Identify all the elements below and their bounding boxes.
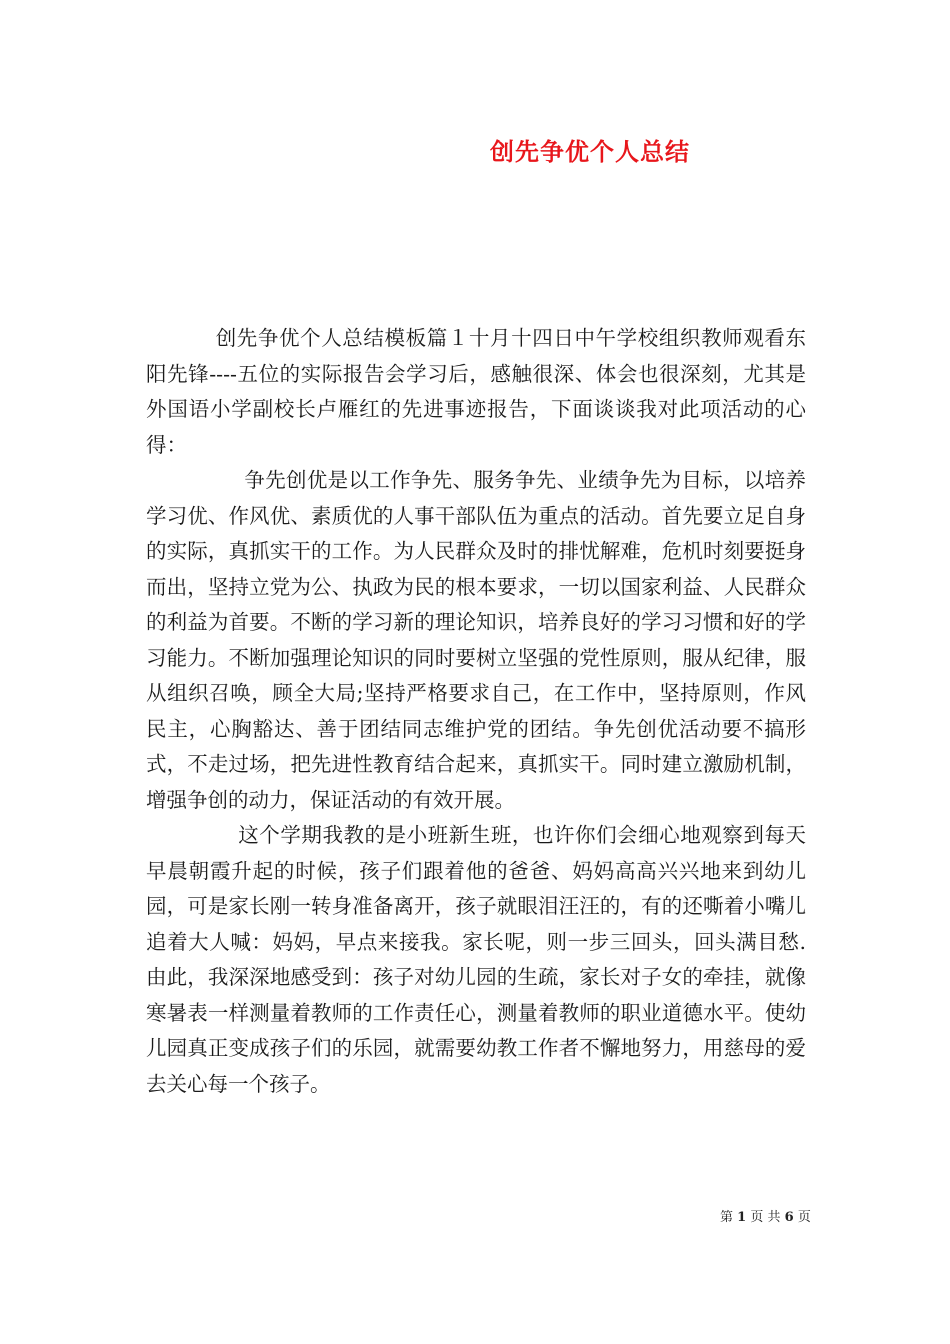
paragraph-2: 争先创优是以工作争先、服务争先、业绩争先为目标，以培养学习优、作风优、素质优的人事干部队伍为重点的活动。首先要立足自身的实际，真抓实干的工作。为人民群众及时的排忧解难，危机时刻要挺身而出，坚持立党为公、执政为民的根本要求，一切以国家利益、人民群众的利益为首要。不断的学习新的理论知识，培养良好的学习习惯和好的学习能力。不断加强理论知识的同时要树立坚强的党性原则，服从纪律，服从组织召唤，顾全大局;坚持严格要求自己，在工作中，坚持原则，作风民主，心胸豁达、善于团结同志维护党的团结。争先创优活动要不搞形式，不走过场，把先进性教育结合起来，真抓实干。同时建立激励机制，增强争创的动力，保证活动的有效开展。 xyxy=(146,468,806,812)
footer-prefix: 第 xyxy=(720,1210,734,1225)
document-title-text: 创先争优个人总结 xyxy=(490,137,690,166)
document-title xyxy=(0,132,950,167)
document-body xyxy=(146,321,806,1102)
paragraph-1: 创先争优个人总结模板篇１十月十四日中午学校组织教师观看东阳先锋----五位的实际报告会学习后，感触很深、体会也很深刻，尤其是外国语小学副校长卢雁红的先进事迹报告，下面谈谈我对此项活动的心得： xyxy=(146,326,806,457)
footer-current-page: 1 xyxy=(737,1210,747,1225)
footer-middle: 页 共 xyxy=(750,1210,781,1225)
footer-suffix: 页 xyxy=(797,1210,811,1225)
paragraph-3: 这个学期我教的是小班新生班，也许你们会细心地观察到每天早晨朝霞升起的时候，孩子们跟着他的爸爸、妈妈高高兴兴地来到幼儿园，可是家长刚一转身准备离开，孩子就眼泪汪汪的，有的还嘶着小嘴儿追着大人喊：妈妈，早点来接我。家长呢，则一步三回头，回头满目愁. 由此，我深深地感受到：孩子对幼儿园的生疏，家长对子女的牵挂，就像寒暑表一样测量着教师的工作责任心，测量着教师的职业道德水平。使幼儿园真正变成孩子们的乐园，就需要幼教工作者不懈地努力，用慈母的爱去关心每一个孩子。 xyxy=(146,823,806,1096)
footer-total-pages: 6 xyxy=(784,1210,794,1225)
page-footer xyxy=(720,1206,820,1225)
